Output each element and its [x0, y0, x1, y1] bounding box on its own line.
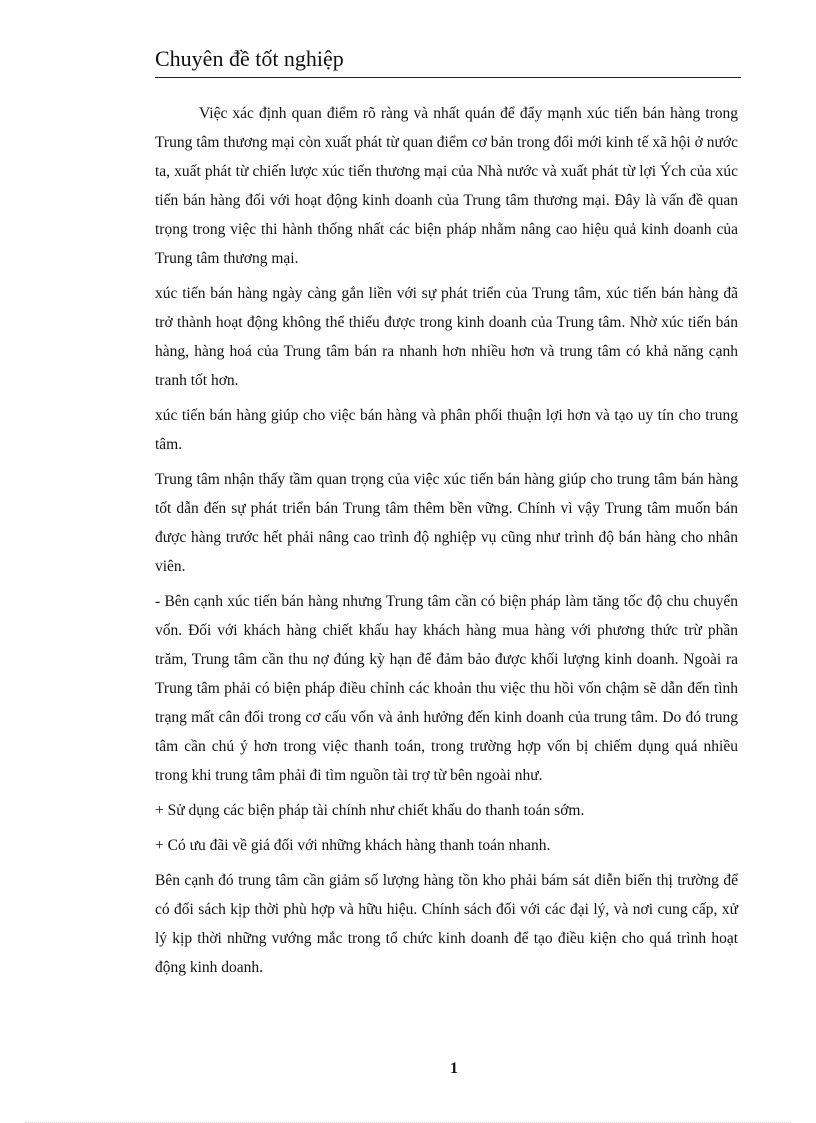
header-title: Chuyên đề tốt nghiệp [155, 46, 344, 71]
paragraph-7: + Có ưu đãi về giá đối với những khách hàng thanh toán nhanh. [155, 837, 551, 854]
paragraph-3: xúc tiến bán hàng giúp cho việc bán hàng và phân phối thuận lợi hơn và tạo uy tín cho trung tâm. [155, 407, 738, 453]
paragraph-1: Việc xác định quan điểm rõ ràng và nhất quán để đẩy mạnh xúc tiến bán hàng trong Trung tâm thương mại còn xuất phát từ quan điểm cơ bản trong đổi mới kinh tế xã hội ở nước ta, xuất phát từ chiến lược xúc tiến thương mại của Nhà nước và xuất phát từ lợi Ých của xúc tiến bán hàng đối với hoạt động kinh doanh của Trung tâm thương mại. Đây là vấn đề quan trọng trong việc thi hành thống nhất các biện pháp nhằm nâng cao hiệu quả kinh doanh của Trung tâm thương mại. [155, 105, 738, 267]
paragraph-2: xúc tiến bán hàng ngày càng gắn liền với sự phát triển của Trung tâm, xúc tiến bán hàng đã trở thành hoạt động không thể thiếu được trong kinh doanh của Trung tâm. Nhờ xúc tiến bán hàng, hàng hoá của Trung tâm bán ra nhanh hơn nhiều hơn và trung tâm có khả năng cạnh tranh tốt hơn. [155, 285, 738, 389]
paragraph-5: - Bên cạnh xúc tiến bán hàng nhưng Trung tâm cần có biện pháp làm tăng tốc độ chu chuyển vốn. Đối với khách hàng chiết khấu hay khách hàng mua hàng với phương thức trừ phần trăm, Trung tâm cần thu nợ đúng kỳ hạn để đảm bảo được khối lượng kinh doanh. Ngoài ra Trung tâm phải có biện pháp điều chỉnh các khoản thu việc thu hồi vốn chậm sẽ dẫn đến tình trạng mất cân đối trong cơ cấu vốn và ảnh hưởng đến kinh doanh của trung tâm. Do đó trung tâm cần chú ý hơn trong việc thanh toán, trong trường hợp vốn bị chiếm dụng quá nhiều trong khi trung tâm phải đi tìm nguồn tài trợ từ bên ngoài như. [155, 593, 738, 784]
paragraph-8: Bên cạnh đó trung tâm cần giảm số lượng hàng tồn kho phải bám sát diễn biến thị trường để có đối sách kịp thời phù hợp và hữu hiệu. Chính sách đối với các đại lý, và nơi cung cấp, xử lý kịp thời những vướng mắc trong tổ chức kinh doanh để tạo điều kiện cho quá trình hoạt động kinh doanh. [155, 872, 738, 976]
body-text [155, 99, 738, 988]
paragraph-4: Trung tâm nhận thấy tầm quan trọng của việc xúc tiến bán hàng giúp cho trung tâm bán hàng tốt dẫn đến sự phát triển bán Trung tâm thêm bền vững. Chính vì vậy Trung tâm muốn bán được hàng trước hết phải nâng cao trình độ nghiệp vụ cũng như trình độ bán hàng cho nhân viên. [155, 471, 738, 575]
page-number: 1 [450, 1060, 458, 1077]
header-divider [155, 77, 741, 78]
paragraph-6: + Sử dụng các biện pháp tài chính như chiết khấu do thanh toán sớm. [155, 802, 585, 819]
